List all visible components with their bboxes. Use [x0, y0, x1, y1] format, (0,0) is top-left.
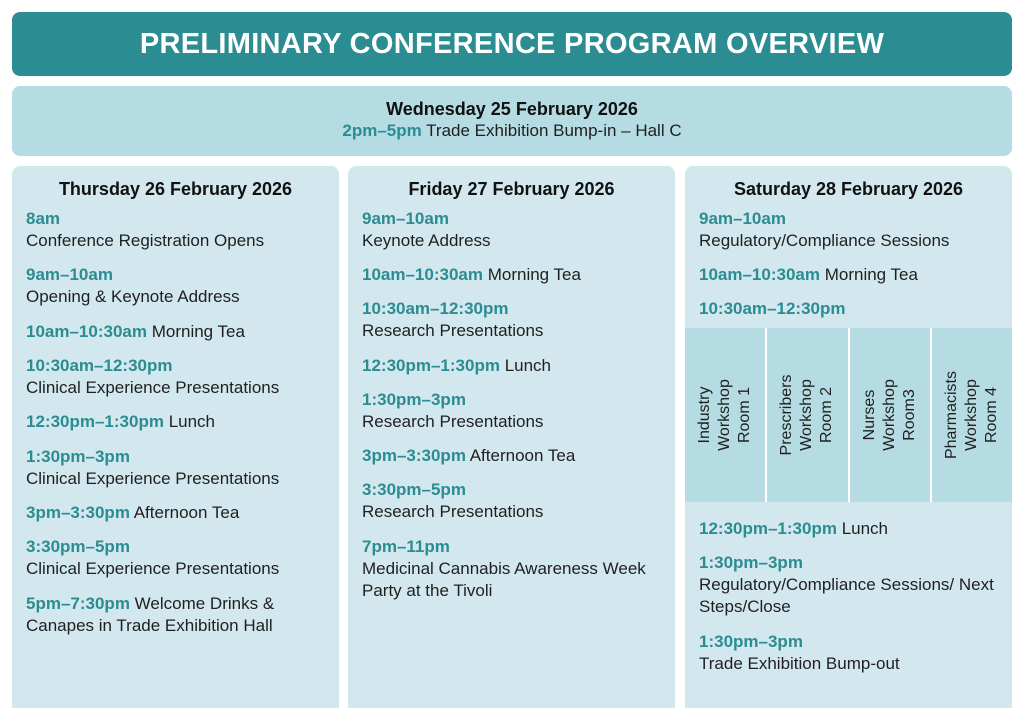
item-time: 10am–10:30am — [362, 265, 483, 284]
room-label-line: Workshop — [798, 379, 816, 451]
schedule-item — [362, 445, 668, 467]
item-text: Medicinal Cannabis Awareness Week Party at the Tivoli — [362, 559, 646, 600]
item-text: Lunch — [836, 519, 889, 538]
item-time: 9am–10am — [699, 209, 786, 228]
schedule-item — [699, 518, 1005, 540]
item-text: Regulatory/Compliance Sessions — [699, 231, 950, 250]
item-time: 8am — [26, 209, 61, 228]
schedule-item — [699, 631, 1005, 675]
schedule-item — [362, 389, 668, 433]
schedule-item — [26, 355, 332, 399]
schedule-item — [26, 502, 332, 524]
item-time: 12:30pm–1:30pm — [26, 412, 164, 431]
thursday-day-heading: Thursday 26 February 2026 — [58, 179, 293, 199]
item-time: 10am–10:30am — [26, 322, 147, 341]
item-text: Regulatory/Compliance Sessions/ Next Steps/Close — [699, 575, 994, 616]
item-text: Afternoon Tea — [129, 503, 240, 522]
item-text: Research Presentations — [362, 321, 544, 340]
wednesday-event-time: 2pm–5pm — [342, 121, 422, 140]
workshop-room-label — [942, 340, 1002, 490]
workshop-room-label — [860, 340, 920, 490]
room-label-line: Room 2 — [818, 386, 836, 444]
schedule-item — [26, 593, 318, 637]
title-banner — [12, 12, 1012, 76]
room-label-line: Room3 — [900, 389, 918, 441]
item-text: Lunch — [163, 412, 216, 431]
item-time: 12:30pm–1:30pm — [699, 519, 837, 538]
item-time: 9am–10am — [362, 209, 449, 228]
wednesday-day-heading: Wednesday 25 February 2026 — [386, 99, 638, 119]
item-time: 10:30am–12:30pm — [26, 356, 173, 375]
schedule-item — [362, 479, 668, 523]
room-label-line: Workshop — [716, 379, 734, 451]
schedule-item — [699, 552, 999, 618]
workshop-room-label — [777, 340, 837, 490]
item-time: 10:30am–12:30pm — [699, 299, 846, 318]
workshop-rooms — [685, 328, 1012, 502]
item-time: 10am–10:30am — [699, 265, 820, 284]
item-text: Clinical Experience Presentations — [26, 559, 280, 578]
room-label-line: Room 4 — [982, 386, 1000, 444]
schedule-item — [26, 411, 332, 433]
item-time: 1:30pm–3pm — [699, 632, 803, 651]
workshop-room — [767, 328, 849, 502]
wednesday-event — [12, 120, 1012, 142]
workshop-room — [850, 328, 932, 502]
room-label-line: Industry — [696, 386, 714, 444]
item-text: Keynote Address — [362, 231, 491, 250]
item-time: 1:30pm–3pm — [362, 390, 466, 409]
item-text: Clinical Experience Presentations — [26, 378, 280, 397]
schedule-item — [26, 446, 332, 490]
item-text: Research Presentations — [362, 502, 544, 521]
room-label-line: Workshop — [962, 379, 980, 451]
workshop-room — [685, 328, 767, 502]
schedule-item — [362, 536, 652, 602]
item-time: 3:30pm–5pm — [26, 537, 130, 556]
item-time: 5pm–7:30pm — [26, 594, 130, 613]
item-text: Trade Exhibition Bump-out — [699, 654, 900, 673]
room-label-line: Prescribers — [778, 374, 796, 456]
schedule-item — [699, 264, 1005, 286]
schedule-item — [26, 321, 332, 343]
item-text: Research Presentations — [362, 412, 544, 431]
schedule-item — [699, 208, 1005, 252]
schedule-item — [26, 264, 332, 308]
thursday-column — [12, 166, 339, 708]
item-time: 7pm–11pm — [362, 537, 450, 556]
wednesday-event-text: Trade Exhibition Bump-in – Hall C — [421, 121, 682, 140]
item-time: 3:30pm–5pm — [362, 480, 466, 499]
schedule-item — [362, 298, 668, 342]
item-text: Conference Registration Opens — [26, 231, 265, 250]
item-time: 12:30pm–1:30pm — [362, 356, 500, 375]
item-time: 1:30pm–3pm — [699, 553, 803, 572]
item-text: Morning Tea — [819, 265, 918, 284]
wednesday-band — [12, 86, 1012, 156]
schedule-item — [699, 298, 1005, 320]
schedule-item — [26, 208, 332, 252]
schedule-item — [362, 264, 668, 286]
item-time: 1:30pm–3pm — [26, 447, 130, 466]
item-time: 3pm–3:30pm — [26, 503, 130, 522]
workshop-room-label — [695, 340, 755, 490]
saturday-day-heading: Saturday 28 February 2026 — [733, 179, 964, 199]
saturday-column — [685, 166, 1012, 708]
item-text: Lunch — [499, 356, 552, 375]
schedule-item — [26, 536, 332, 580]
page-title: PRELIMINARY CONFERENCE PROGRAM OVERVIEW — [139, 27, 885, 60]
item-text: Afternoon Tea — [465, 446, 576, 465]
room-label-line: Pharmacists — [942, 370, 960, 460]
friday-column — [348, 166, 675, 708]
item-text: Morning Tea — [146, 322, 245, 341]
room-label-line: Workshop — [880, 379, 898, 451]
item-text: Opening & Keynote Address — [26, 287, 240, 306]
schedule-item — [362, 355, 668, 377]
item-time: 3pm–3:30pm — [362, 446, 466, 465]
item-time: 9am–10am — [26, 265, 113, 284]
room-label-line: Nurses — [860, 389, 878, 441]
room-label-line: Room 1 — [736, 386, 754, 444]
item-time: 10:30am–12:30pm — [362, 299, 509, 318]
item-text: Morning Tea — [482, 265, 581, 284]
friday-day-heading: Friday 27 February 2026 — [408, 179, 615, 199]
item-text: Clinical Experience Presentations — [26, 469, 280, 488]
item-text: Welcome Drinks & Canapes in Trade Exhibition Hall — [26, 594, 275, 635]
workshop-room — [932, 328, 1012, 502]
schedule-item — [362, 208, 668, 252]
